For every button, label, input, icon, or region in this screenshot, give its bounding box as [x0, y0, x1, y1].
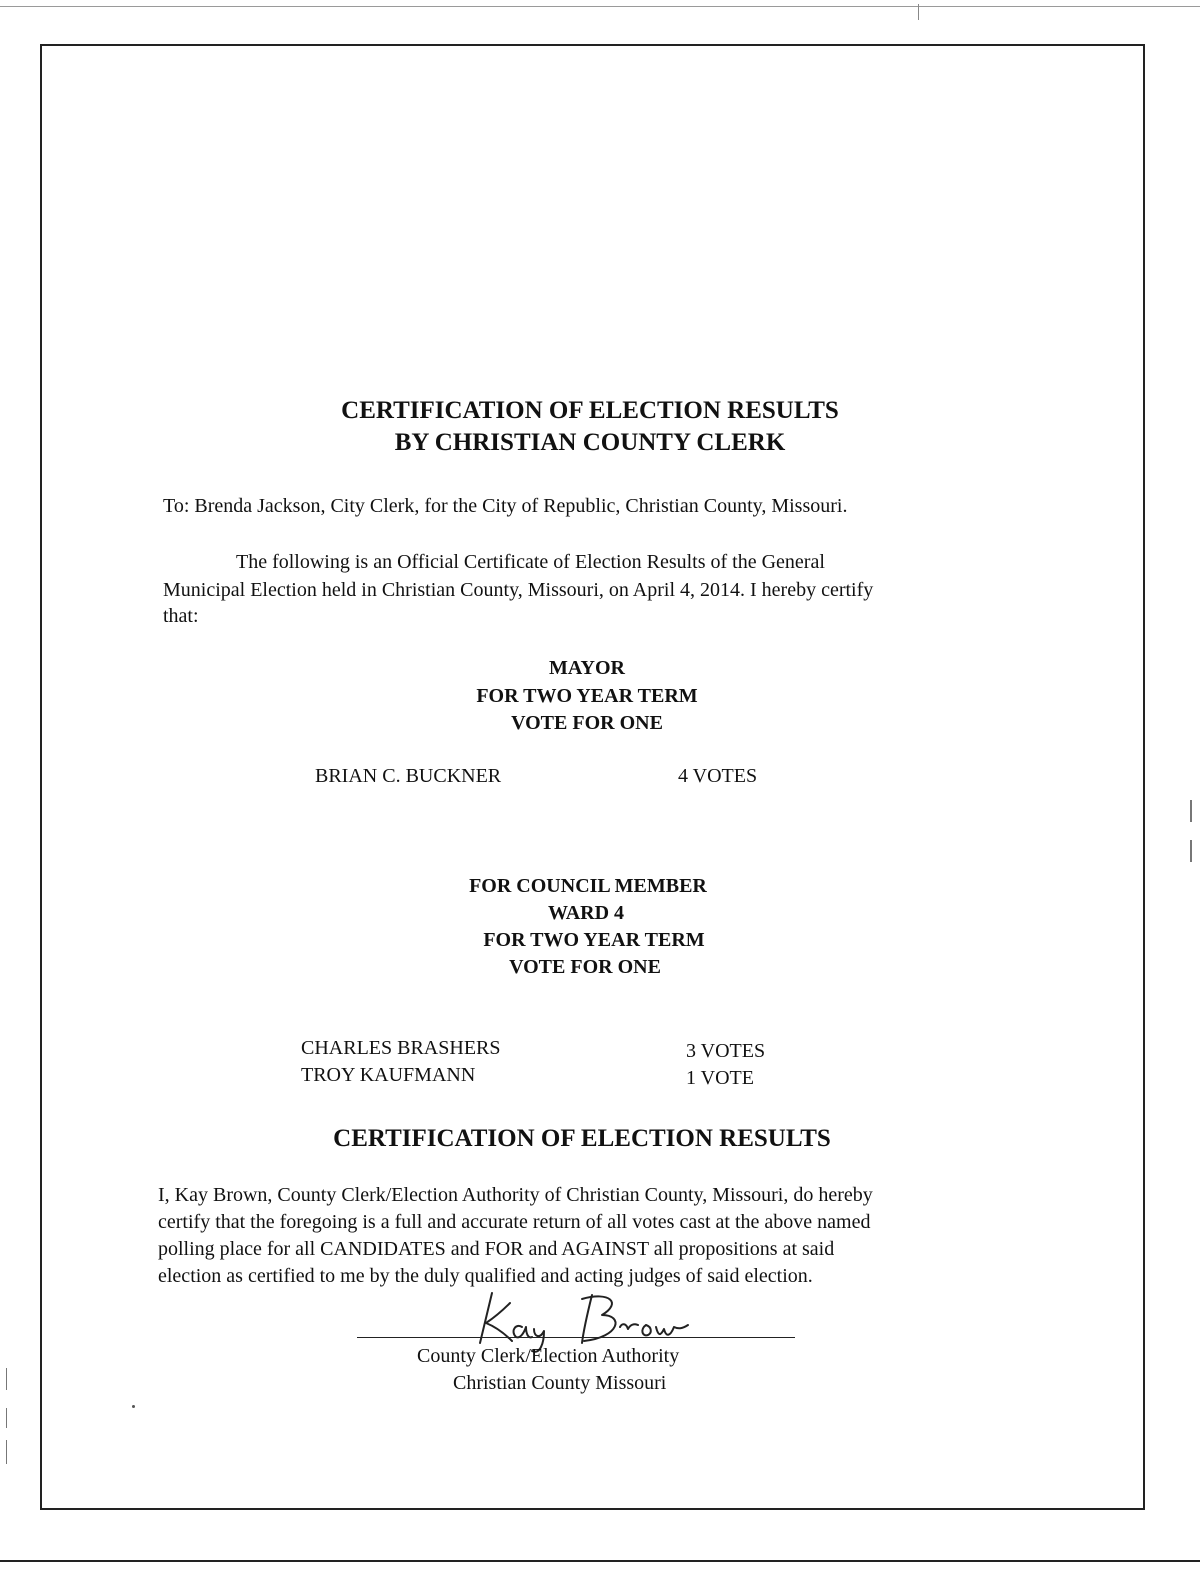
mayor-heading: MAYOR	[549, 657, 625, 679]
certification-text: polling place for all CANDIDATES and FOR and AGAINST all propositions at said	[158, 1238, 835, 1260]
council-instruction: VOTE FOR ONE	[509, 956, 661, 978]
signature-line	[357, 1337, 795, 1338]
candidate-name: TROY KAUFMANN	[301, 1064, 476, 1086]
mayor-term: FOR TWO YEAR TERM	[476, 685, 698, 707]
signer-county: Christian County Missouri	[453, 1372, 667, 1394]
document-subtitle: BY CHRISTIAN COUNTY CLERK	[394, 429, 786, 456]
scan-mark	[1190, 800, 1192, 822]
council-heading: FOR COUNCIL MEMBER	[469, 875, 707, 897]
candidate-votes: 4 VOTES	[678, 765, 758, 787]
intro-line: Municipal Election held in Christian County, Missouri, on April 4, 2014. I hereby certify	[163, 579, 874, 601]
scan-top-edge	[0, 6, 1200, 7]
candidate-name: BRIAN C. BUCKNER	[315, 765, 502, 787]
addressee-line: To: Brenda Jackson, City Clerk, for the City of Republic, Christian County, Missouri.	[163, 495, 848, 517]
mayor-instruction: VOTE FOR ONE	[511, 712, 663, 734]
scan-bottom-edge	[0, 1560, 1200, 1562]
intro-line: The following is an Official Certificate of Election Results of the General	[236, 551, 825, 573]
certification-heading: CERTIFICATION OF ELECTION RESULTS	[333, 1125, 831, 1152]
scan-mark	[6, 1368, 7, 1390]
candidate-name: CHARLES BRASHERS	[301, 1037, 501, 1059]
scan-mark	[918, 4, 919, 20]
certification-text: election as certified to me by the duly qualified and acting judges of said election.	[158, 1265, 813, 1287]
candidate-votes: 3 VOTES	[686, 1040, 766, 1062]
scan-mark	[6, 1440, 7, 1464]
document-title: CERTIFICATION OF ELECTION RESULTS	[341, 397, 839, 424]
certification-text: certify that the foregoing is a full and accurate return of all votes cast at the above named	[158, 1211, 871, 1233]
intro-line: that:	[163, 605, 199, 627]
council-term: FOR TWO YEAR TERM	[483, 929, 705, 951]
scan-mark	[6, 1408, 7, 1428]
candidate-votes: 1 VOTE	[686, 1067, 754, 1089]
council-ward: WARD 4	[547, 902, 625, 924]
certification-text: I, Kay Brown, County Clerk/Election Authority of Christian County, Missouri, do hereby	[158, 1184, 873, 1206]
scan-mark	[1190, 840, 1192, 862]
signer-title: County Clerk/Election Authority	[417, 1345, 680, 1367]
